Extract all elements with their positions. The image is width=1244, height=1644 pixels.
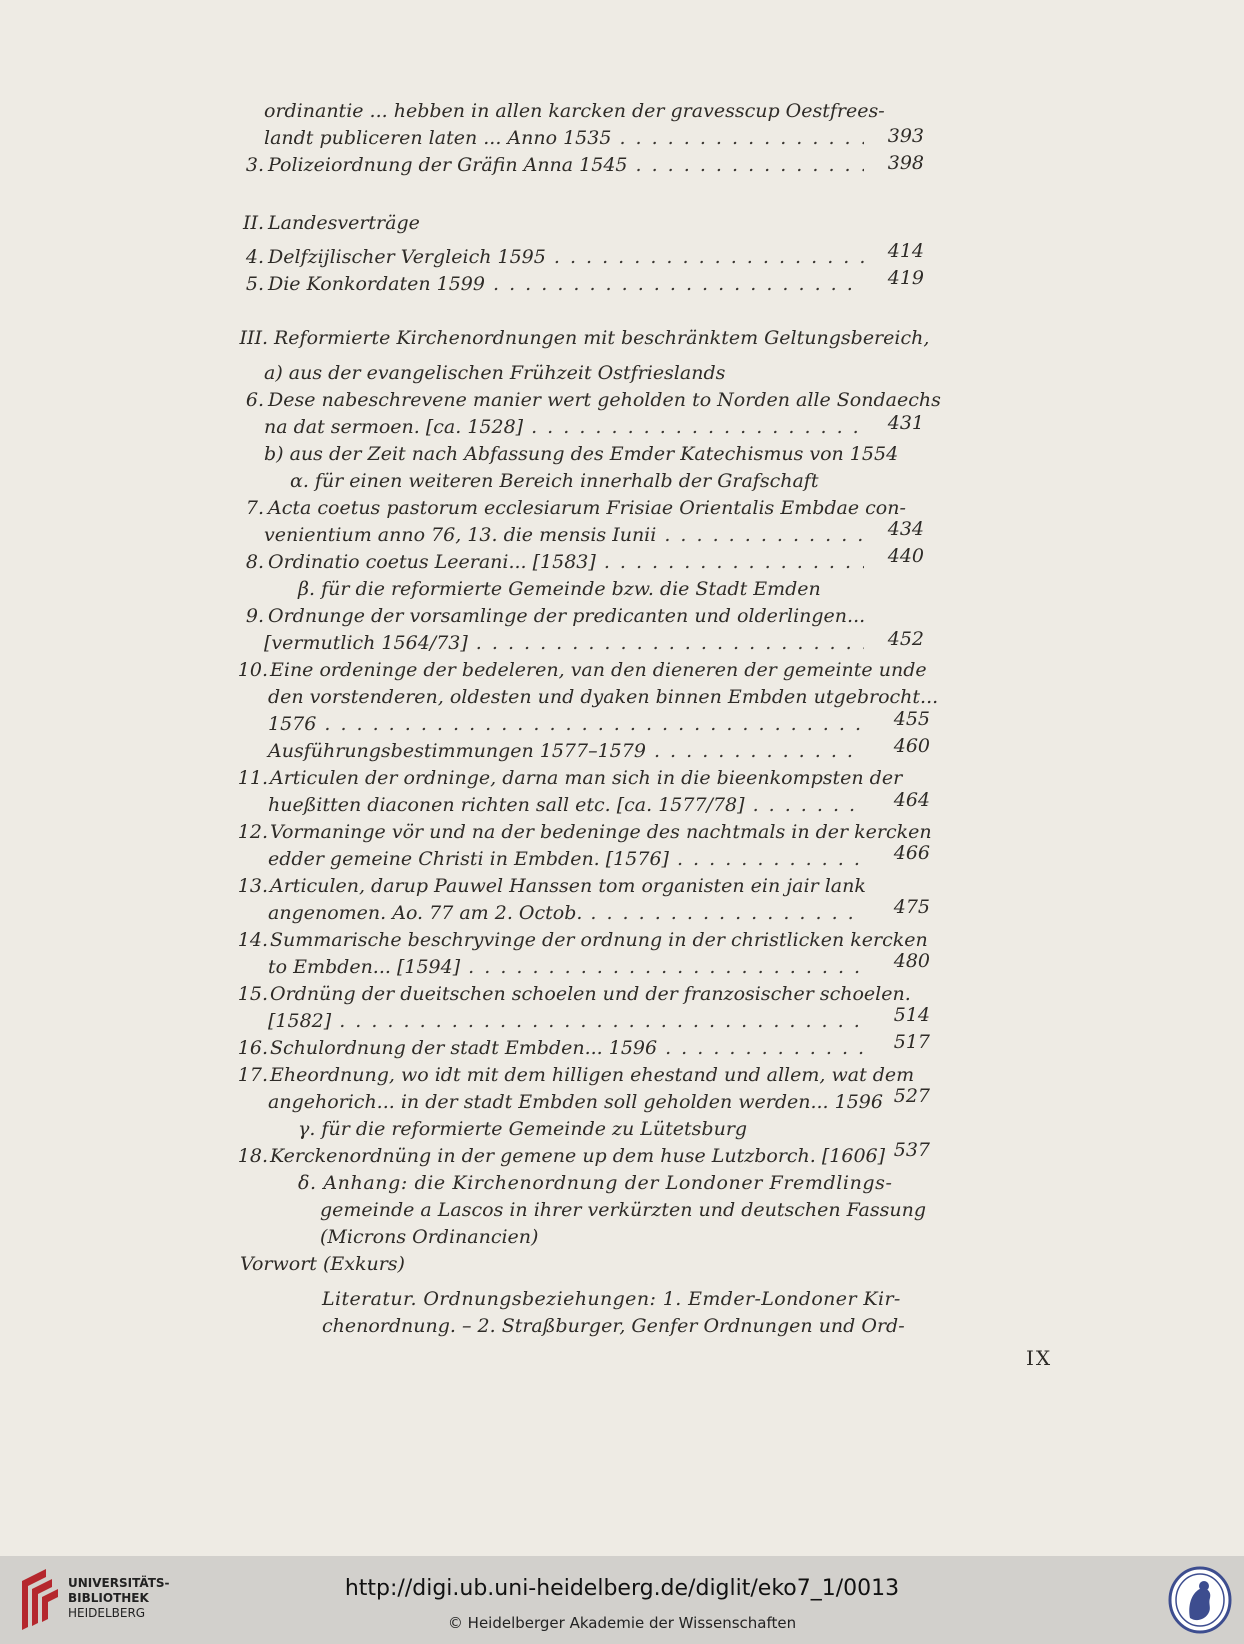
toc-entry-line: den vorstenderen, oldesten und dyaken binnen Embden utgebrocht... <box>268 686 939 708</box>
entry-number: 17. <box>237 1064 268 1086</box>
toc-entry-line: Ordnüng der dueitschen schoelen und der franzosischer schoelen. <box>270 983 911 1005</box>
page-number: 452 <box>887 628 924 650</box>
toc-entry-line: Articulen der ordninge, darna man sich in die bieenkompsten der <box>270 767 903 789</box>
leader-dots <box>604 549 864 575</box>
subsection-heading: gemeinde a Lascos in ihrer verkürzten und deutschen Fassung <box>320 1199 926 1221</box>
toc-entry: Kerckenordnüng in der gemene up dem huse Lutzborch. [1606] <box>270 1145 886 1167</box>
toc-entry: angehorich... in der stadt Embden soll geholden werden... 1596 <box>268 1091 883 1113</box>
entry-number: 18. <box>237 1145 268 1167</box>
toc-entry: Schulordnung der stadt Embden... 1596 . . . <box>270 1035 872 1061</box>
entry-number: 13. <box>237 875 268 897</box>
literature-line: chenordnung. – 2. Straßburger, Genfer Ordnungen und Ord- <box>322 1315 905 1337</box>
page-number: 419 <box>887 267 924 289</box>
leader-dots <box>619 125 864 151</box>
page-number: 440 <box>887 545 924 567</box>
toc-entry: edder gemeine Christi in Embden. [1576] . . . <box>268 846 872 872</box>
entry-number: 14. <box>237 929 268 951</box>
leader-dots <box>531 414 864 440</box>
page-number: 480 <box>893 950 930 972</box>
document-url-link[interactable]: http://digi.ub.uni-heidelberg.de/diglit/eko7_1/0013 <box>344 1576 900 1601</box>
subsection-heading: b) aus der Zeit nach Abfassung des Emder Katechismus von 1554 <box>264 443 899 465</box>
entry-number: 9. <box>245 605 264 627</box>
toc-entry: landt publiceren laten ... Anno 1535 . . . <box>264 125 872 151</box>
page-number: 466 <box>893 842 930 864</box>
entry-number: 6. <box>245 389 264 411</box>
leader-dots <box>664 522 864 548</box>
leader-dots <box>476 630 864 656</box>
folio-page-number: IX <box>1026 1346 1053 1370</box>
entry-number: 10. <box>237 659 268 681</box>
subsection-heading: δ. Anhang: die Kirchenordnung der Londoner Fremdlings- <box>298 1172 893 1194</box>
page-number: 455 <box>893 708 930 730</box>
page-number: 464 <box>893 789 930 811</box>
page-number: 434 <box>887 518 924 540</box>
section-heading: Reformierte Kirchenordnungen mit beschränktem Geltungsbereich, <box>274 327 930 349</box>
vorwort-heading: Vorwort (Exkurs) <box>240 1253 405 1275</box>
page-number: 414 <box>887 240 924 262</box>
toc-entry: Polizeiordnung der Gräfin Anna 1545 . . . <box>268 152 872 178</box>
entry-number: 5. <box>245 273 264 295</box>
toc-entry-line: Vormaninge vör und na der bedeninge des nachtmals in der kercken <box>270 821 932 843</box>
toc-entry-line: Eine ordeninge der bedeleren, van den dieneren der gemeinte unde <box>270 659 927 681</box>
library-name: UNIVERSITÄTS- BIBLIOTHEK HEIDELBERG <box>68 1576 170 1620</box>
toc-entry-line: Acta coetus pastorum ecclesiarum Frisiae Orientalis Embdae con- <box>268 497 906 519</box>
toc-entry: Die Konkordaten 1599 . . . <box>268 271 872 297</box>
entry-number: 12. <box>237 821 268 843</box>
toc-entry-line: Dese nabeschrevene manier wert geholden to Norden alle Sondaechs <box>268 389 941 411</box>
page-number: 517 <box>893 1031 930 1053</box>
leader-dots <box>590 900 864 926</box>
toc-entry: Ausführungsbestimmungen 1577–1579 . . . <box>268 738 872 764</box>
copyright-notice: © Heidelberger Akademie der Wissenschaften <box>447 1614 797 1632</box>
subsection-heading: β. für die reformierte Gemeinde bzw. die Stadt Emden <box>298 578 821 600</box>
leader-dots <box>324 711 864 737</box>
leader-dots <box>339 1008 864 1034</box>
toc-entry: [1582] . . . <box>268 1008 872 1034</box>
literature-line: Literatur. Ordnungsbeziehungen: 1. Emder-Londoner Kir- <box>322 1288 901 1310</box>
entry-number: 8. <box>245 551 264 573</box>
leader-dots <box>554 244 864 270</box>
viewer-footer <box>0 1556 1244 1644</box>
entry-number: 7. <box>245 497 264 519</box>
subsection-heading: (Microns Ordinancien) <box>320 1226 539 1248</box>
entry-number: 4. <box>245 246 264 268</box>
page-number: 398 <box>887 152 924 174</box>
toc-entry: angenomen. Ao. 77 am 2. Octob. . . . <box>268 900 872 926</box>
subsection-heading: γ. für die reformierte Gemeinde zu Lütetsburg <box>298 1118 748 1140</box>
page-number: 460 <box>893 735 930 757</box>
leader-dots <box>654 738 864 764</box>
page-number: 431 <box>887 412 924 434</box>
page-number: 537 <box>893 1139 930 1161</box>
toc-entry: Delfzijlischer Vergleich 1595 . . . <box>268 244 872 270</box>
toc-entry-line: Ordnunge der vorsamlinge der predicanten und olderlingen... <box>268 605 866 627</box>
toc-entry: na dat sermoen. [ca. 1528] . . . <box>264 414 872 440</box>
subsection-heading: α. für einen weiteren Bereich innerhalb der Grafschaft <box>290 470 819 492</box>
entry-number: 16. <box>237 1037 268 1059</box>
toc-entry-line: Articulen, darup Pauwel Hanssen tom organisten ein jair lank <box>270 875 866 897</box>
toc-entry: venientium anno 76, 13. die mensis Iunii . . . <box>264 522 872 548</box>
leader-dots <box>753 792 864 818</box>
entry-number: 3. <box>245 154 264 176</box>
toc-entry: to Embden... [1594] . . . <box>268 954 872 980</box>
toc-entry-line: Summarische beschryvinge der ordnung in der christlicken kercken <box>270 929 928 951</box>
leader-dots <box>665 1035 864 1061</box>
toc-entry: Ordinatio coetus Leerani... [1583] . . . <box>268 549 872 575</box>
leader-dots <box>636 152 864 178</box>
toc-entry: hueßitten diaconen richten sall etc. [ca. 1577/78] . . . <box>268 792 872 818</box>
page-number: 393 <box>887 125 924 147</box>
leader-dots <box>493 271 864 297</box>
toc-line-continuation: ordinantie ... hebben in allen karcken der gravesscup Oestfrees- <box>264 100 885 122</box>
heidelberg-seal-icon <box>1168 1566 1232 1634</box>
section-number: II. <box>242 212 264 234</box>
toc-entry-line: Eheordnung, wo idt mit dem hilligen ehestand und allem, wat dem <box>270 1064 915 1086</box>
entry-number: 11. <box>237 767 268 789</box>
page-number: 527 <box>893 1085 930 1107</box>
section-heading: Landesverträge <box>268 212 420 234</box>
toc-entry: 1576 . . . <box>268 711 872 737</box>
entry-number: 15. <box>237 983 268 1005</box>
toc-entry: [vermutlich 1564/73] . . . <box>264 630 872 656</box>
page-number: 514 <box>893 1004 930 1026</box>
section-number: III. <box>239 327 268 349</box>
page-number: 475 <box>893 896 930 918</box>
subsection-heading: a) aus der evangelischen Frühzeit Ostfrieslands <box>264 362 726 384</box>
leader-dots <box>468 954 864 980</box>
leader-dots <box>677 846 864 872</box>
